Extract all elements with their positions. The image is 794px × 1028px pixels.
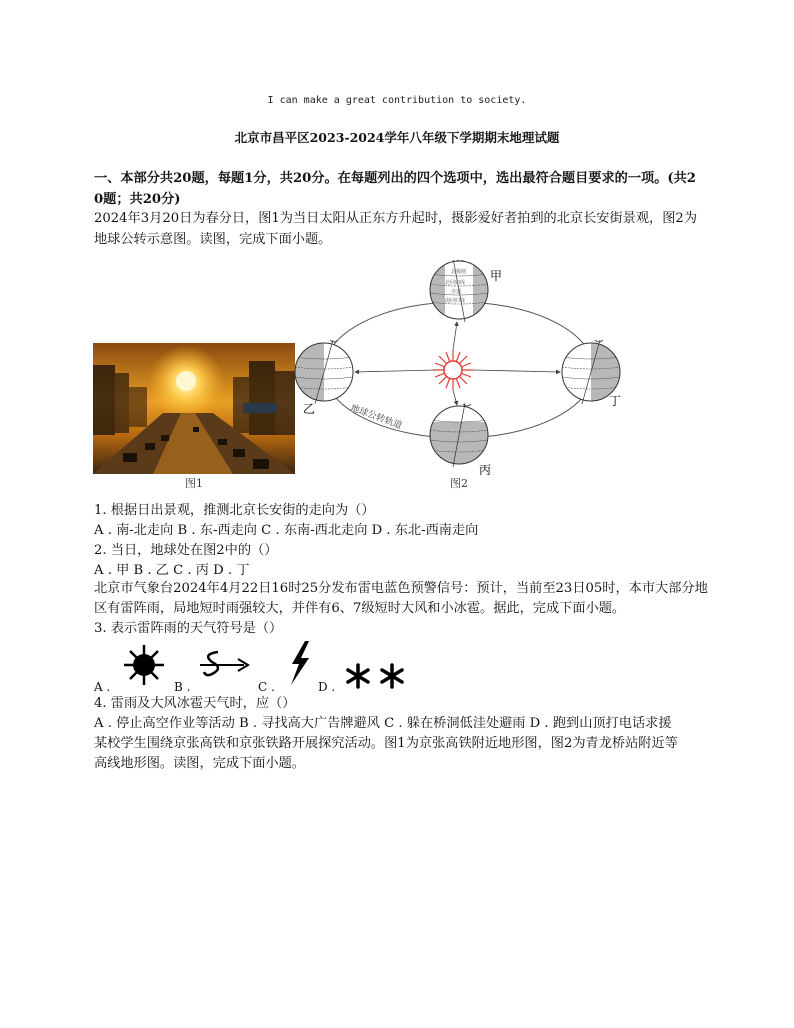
- sun-icon: [122, 643, 166, 687]
- section-heading-line1: 一、本部分共20题，每题1分，共20分。在每题列出的四个选项中，选出最符合题目要求的一项。(共2: [94, 171, 696, 186]
- weather-paragraph-line1: 北京市气象台2024年4月22日16时25分发布雷电蓝色预警信号：预计，当前至23日05时，本市大部分地: [94, 581, 708, 596]
- q3-option-a-label: A .: [94, 680, 111, 694]
- globe-label-4: 南回归线: [445, 298, 466, 304]
- question-3: 3. 表示雷阵雨的天气符号是（）: [94, 621, 283, 636]
- question-4: 4. 雷雨及大风冰雹天气时，应（）: [94, 696, 296, 711]
- position-jia-label: 甲: [490, 269, 503, 283]
- globe-label-1: 北极圈: [451, 269, 467, 275]
- globe-label-2: 北回归线: [445, 280, 466, 286]
- q3-option-c-label: C .: [258, 680, 275, 694]
- tail-paragraph-line1: 某校学生围绕京张高铁和京张铁路开展探究活动。图1为京张高铁附近地形图，图2为青龙桥站附近等: [94, 736, 678, 751]
- position-yi-label: 乙: [303, 402, 316, 416]
- question-1: 1. 根据日出景观，推测北京长安街的走向为（）: [94, 503, 375, 518]
- globe-label-3: 赤道: [451, 289, 462, 295]
- q3-option-b-label: B .: [174, 680, 191, 694]
- question-4-options: A . 停止高空作业等活动 B . 寻找高大广告牌避风 C . 躲在桥洞低洼处避雨 D . 跑到山顶打电话求援: [94, 716, 672, 731]
- question-1-options: A . 南-北走向 B . 东-西走向 C . 东南-西北走向 D . 东北-西南走向: [94, 523, 479, 538]
- section-heading-line2: 0题；共20分): [94, 192, 181, 207]
- weather-paragraph-line2: 区有雷阵雨，局地短时雨强较大，并伴有6、7级短时大风和小冰雹。据此，完成下面小题。: [94, 601, 626, 616]
- wind-arrow-icon: [198, 648, 250, 682]
- orbit-diagram: [293, 260, 628, 480]
- tail-paragraph-line2: 高线地形图。读图，完成下面小题。: [94, 756, 305, 771]
- position-ding-label: 丁: [609, 394, 622, 408]
- figure2-caption: 图2: [450, 477, 468, 490]
- snow-icon: [344, 662, 408, 690]
- intro-line2: 地球公转示意图。读图，完成下面小题。: [94, 232, 332, 247]
- q3-option-d-label: D .: [318, 680, 336, 694]
- figure1-caption: 图1: [185, 477, 203, 490]
- intro-line1: 2024年3月20日为春分日，图1为当日太阳从正东方升起时，摄影爱好者拍到的北京长安街景观，图2为: [94, 211, 698, 226]
- position-bing-label: 丙: [479, 463, 492, 477]
- lightning-icon: [285, 640, 315, 686]
- sunrise-photo: [93, 343, 295, 474]
- question-2-options: A . 甲 B . 乙 C . 丙 D . 丁: [94, 563, 250, 578]
- motto-text: I can make a great contribution to society.: [267, 95, 527, 106]
- sun-icon: [433, 350, 473, 390]
- orbit-label: 地球公转轨道: [348, 403, 404, 432]
- page-title: 北京市昌平区2023-2024学年八年级下学期期末地理试题: [234, 130, 560, 145]
- question-2: 2. 当日，地球处在图2中的（）: [94, 543, 278, 558]
